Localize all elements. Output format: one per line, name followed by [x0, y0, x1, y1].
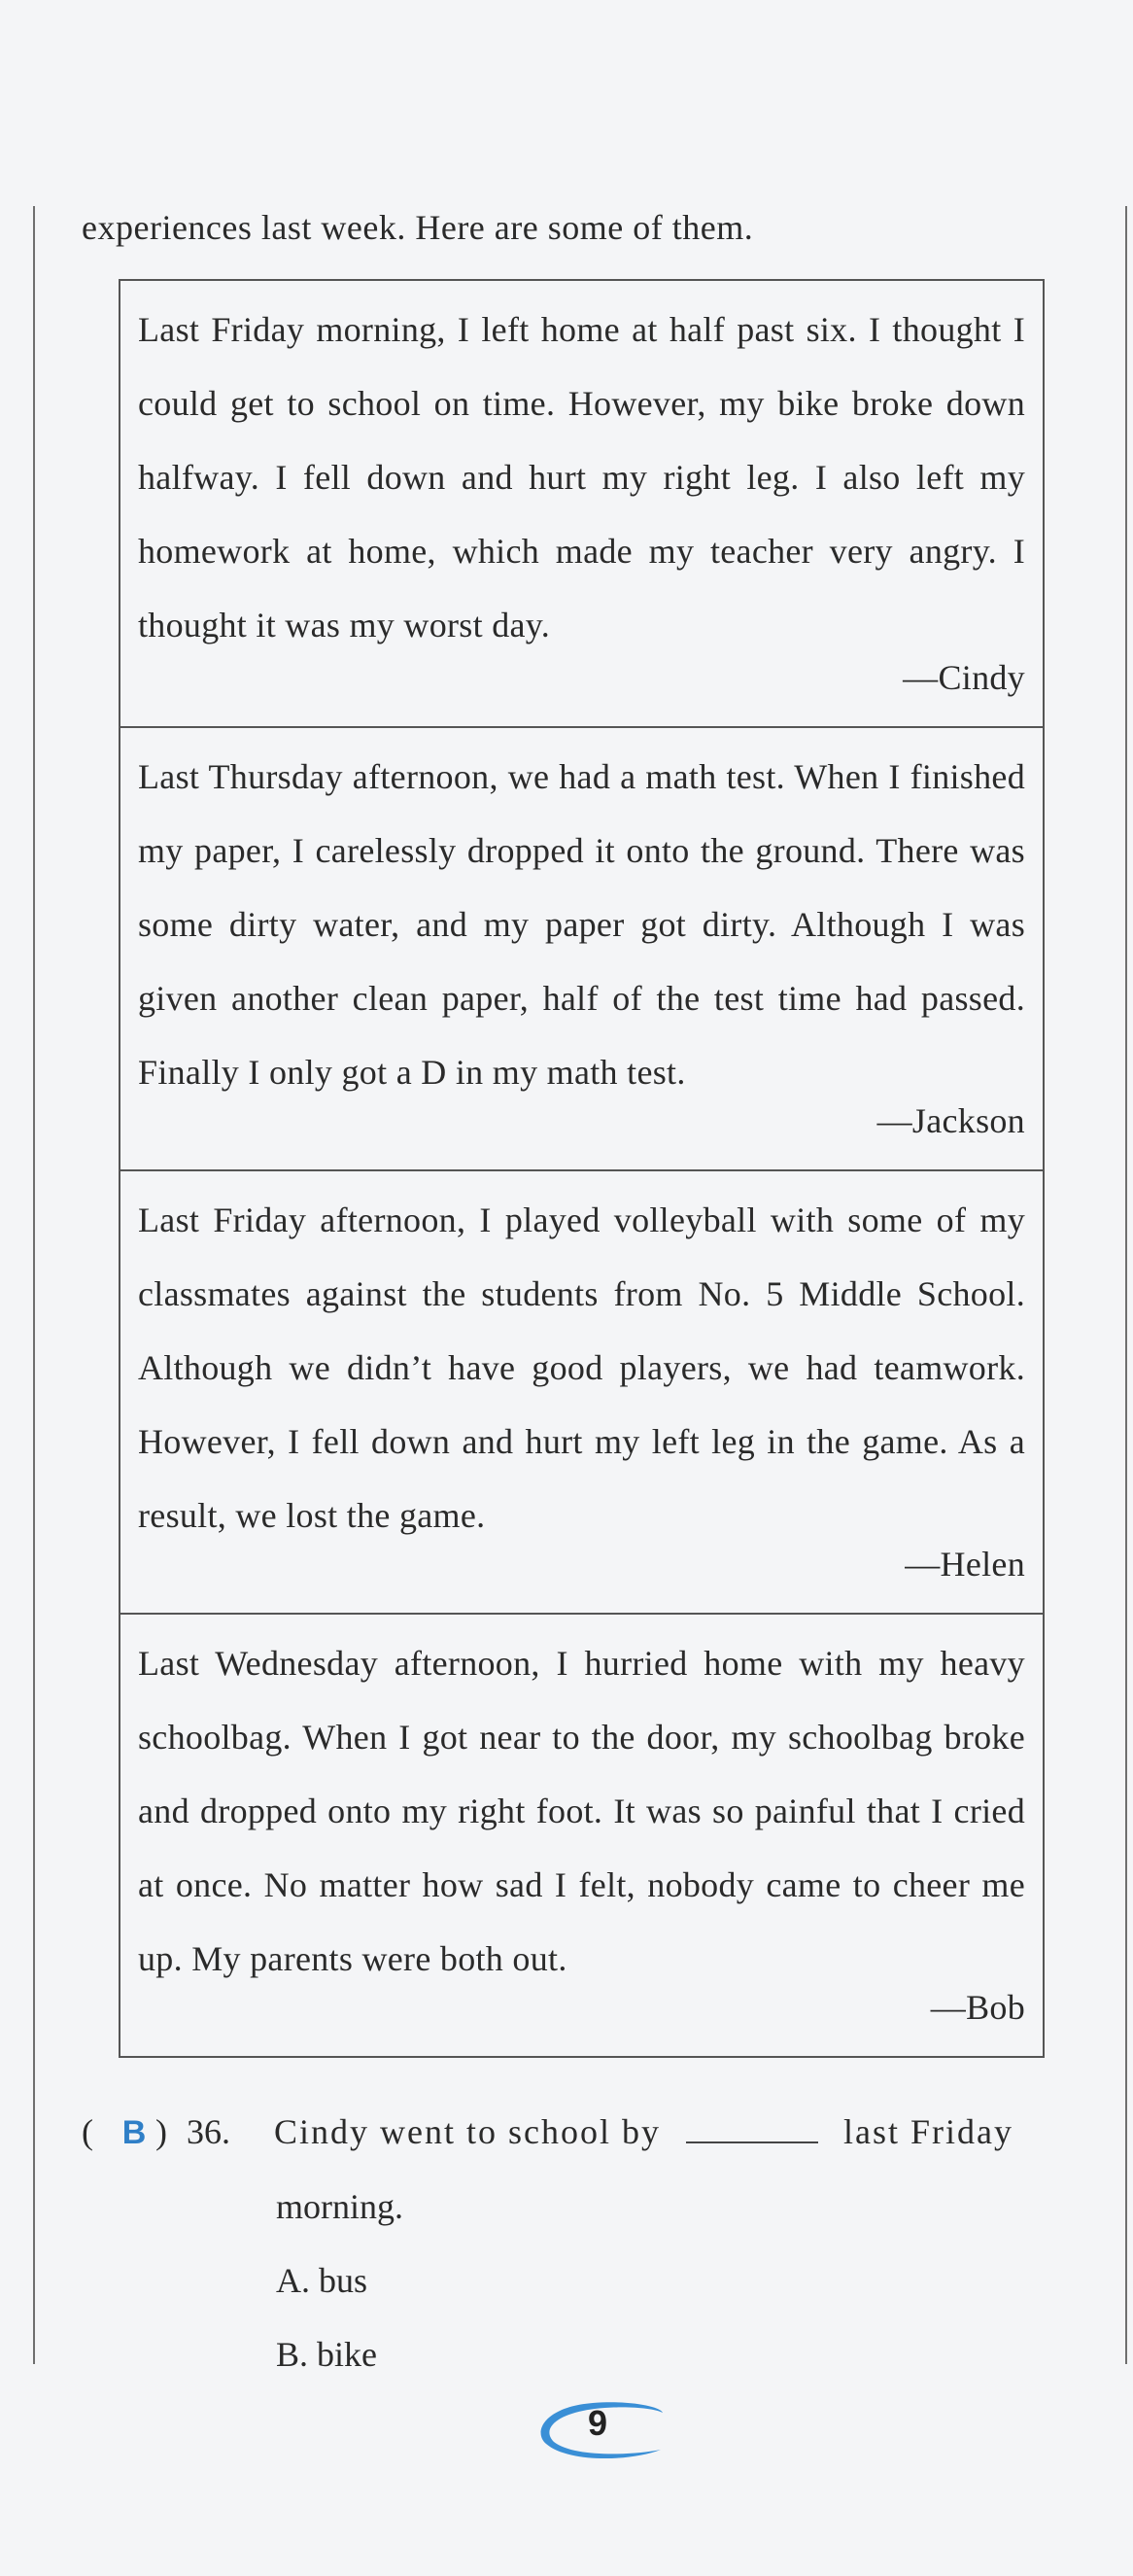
passage-table	[119, 279, 1045, 2058]
passage-author: —Helen	[905, 1545, 1025, 1584]
question-number: 36.	[187, 2112, 230, 2151]
question-stem-end: last Friday	[842, 2112, 1013, 2151]
page-number-badge	[525, 2393, 670, 2465]
option-b: B. bike	[276, 2335, 377, 2374]
question-stem-line	[82, 2095, 1092, 2170]
intro-text: experiences last week. Here are some of them.	[82, 208, 754, 247]
answer-blank	[686, 2112, 818, 2143]
answer-mark: B	[121, 2114, 147, 2151]
passage-author: —Bob	[930, 1988, 1025, 2027]
passage-author: —Jackson	[876, 1101, 1025, 1140]
passage-helen	[120, 1169, 1043, 1613]
passage-text: Last Friday afternoon, I played volleyball with some of my classmates against the students from No. 5 Middle School. Although we didn’t have good players, we had teamwork. However, I fell down and hurt my left leg in the game. As a result, we lost the game.	[138, 1201, 1025, 1535]
passage-text: Last Wednesday afternoon, I hurried home with my heavy schoolbag. When I got near to the door, my schoolbag broke and dropped onto my right foot. It was so painful that I cried at once. No matter how sad I felt, nobody came to cheer me up. My parents were both out.	[138, 1644, 1025, 1978]
question-stem-continued: morning.	[276, 2187, 403, 2226]
right-margin-rule	[1125, 206, 1127, 2364]
option-a: A. bus	[276, 2261, 368, 2300]
page-number: 9	[587, 2403, 608, 2443]
passage-jackson	[120, 726, 1043, 1169]
left-margin-rule	[33, 206, 35, 2364]
passage-text: Last Thursday afternoon, we had a math test. When I finished my paper, I carelessly dropped it onto the ground. There was some dirty water, and my paper got dirty. Although I was given another clean paper, half of the test time had passed. Finally I only got a D in my math test.	[138, 757, 1025, 1092]
open-paren: (	[82, 2112, 93, 2151]
question-stem: Cindy went to school by	[274, 2112, 661, 2151]
passage-bob	[120, 1613, 1043, 2056]
question-36	[82, 2095, 1092, 2391]
passage-cindy	[120, 281, 1043, 726]
close-paren: )	[155, 2112, 167, 2151]
passage-text: Last Friday morning, I left home at half past six. I thought I could get to school on time. However, my bike broke down halfway. I fell down and hurt my right leg. I also left my homework at home, which made my teacher very angry. I thought it was my worst day.	[138, 310, 1025, 644]
passage-author: —Cindy	[903, 658, 1025, 697]
